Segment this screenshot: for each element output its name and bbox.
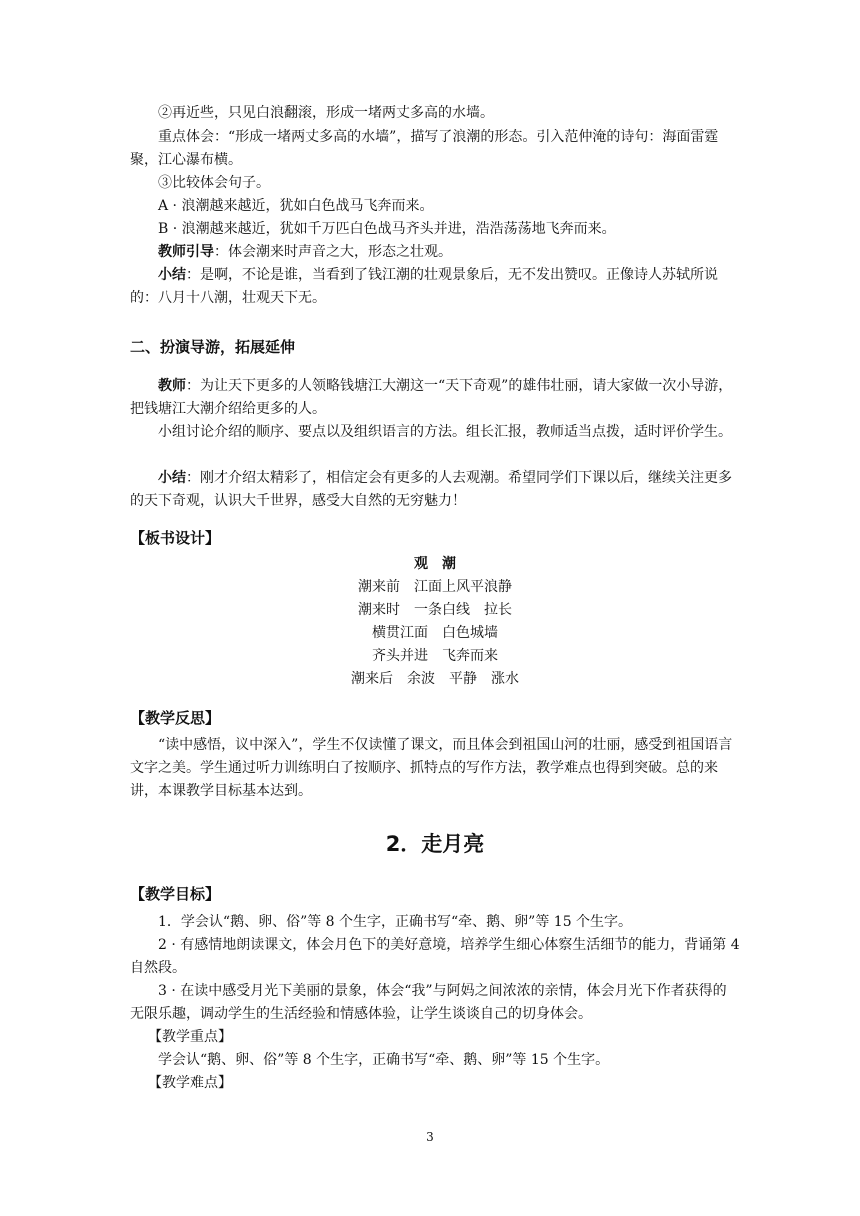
paragraph-teacher-guide <box>158 241 768 263</box>
paragraph-line: A · 浪潮越来越近，犹如白色战马飞奔而来。 <box>158 198 434 214</box>
label: 小结 <box>158 470 186 486</box>
paragraph-key-experience <box>130 126 740 172</box>
goals-heading: 【教学目标】 <box>130 885 221 903</box>
label: 重点体会： <box>158 129 228 145</box>
label: 小结 <box>158 267 186 283</box>
board-row: 潮来后 余波 平静 涨水 <box>351 671 519 687</box>
paragraph-summary-2 <box>130 467 740 513</box>
reflection-paragraph: “读中感悟，议中深入”，学生不仅读懂了课文，而且体会到祖国山河的壮丽，感受到祖国语言文字之美。学生通过听力训练明白了按顺序、抓特点的写作方法，教学难点也得到突破。总的来讲，本课教学目标基本达到。 <box>130 737 733 799</box>
text: ：体会潮来时声音之大，形态之壮观。 <box>214 244 452 260</box>
paragraph-line: ③比较体会句子。 <box>158 175 270 191</box>
reflection-heading: 【教学反思】 <box>130 709 221 727</box>
paragraph-line: B · 浪潮越来越近，犹如千万匹白色战马齐头并进，浩浩荡荡地飞奔而来。 <box>158 221 616 237</box>
paragraph-group-discussion: 小组讨论介绍的顺序、要点以及组织语言的方法。组长汇报，教师适当点拨，适时评价学生。 <box>158 424 732 440</box>
page-number: 3 <box>426 1130 434 1144</box>
goal-item: 2 · 有感情地朗读课文，体会月色下的美好意境，培养学生细心体察生活细节的能力，背诵第 4 自然段。 <box>130 937 740 976</box>
label: 教师引导 <box>158 244 214 260</box>
board-row: 齐头并进 飞奔而来 <box>372 648 498 664</box>
board-row: 潮来前 江面上风平浪静 <box>358 579 512 595</box>
section-heading: 二、扮演导游，拓展延伸 <box>130 338 296 356</box>
board-row: 横贯江面 白色城墙 <box>372 625 498 641</box>
text: ：刚才介绍太精彩了，相信定会有更多的人去观潮。希望同学们下课以后，继续关注更多的天下奇观，认识大千世界，感受大自然的无穷魅力！ <box>130 470 732 509</box>
paragraph-teacher <box>130 375 740 421</box>
board-heading: 【板书设计】 <box>130 529 221 547</box>
lesson-title: 2．走月亮 <box>385 832 485 856</box>
board-row: 潮来时 一条白线 拉长 <box>358 602 512 618</box>
key-points-text: 学会认“鹅、卵、俗”等 8 个生字，正确书写“牵、鹅、卵”等 15 个生字。 <box>158 1052 610 1068</box>
label: 教师 <box>158 378 186 394</box>
paragraph-summary <box>130 264 740 310</box>
board-title: 观 潮 <box>414 556 456 572</box>
text: ：为让天下更多的人领略钱塘江大潮这一“天下奇观”的雄伟壮丽，请大家做一次小导游，把钱塘江大潮介绍给更多的人。 <box>130 378 733 417</box>
text: “形成一堵两丈多高的水墙”，描写了浪潮的形态。引入范仲淹的诗句：海面雷霆聚，江心瀑布横。 <box>130 129 719 168</box>
goal-item: 3 · 在读中感受月光下美丽的景象，体会“我”与阿妈之间浓浓的亲情，体会月光下作者获得的无限乐趣，调动学生的生活经验和情感体验，让学生谈谈自己的切身体会。 <box>130 983 727 1022</box>
paragraph-line: ②再近些，只见白浪翻滚，形成一堵两丈多高的水墙。 <box>158 105 494 121</box>
text: ：是啊，不论是谁，当看到了钱江潮的壮观景象后，无不发出赞叹。正像诗人苏轼所说的：八月十八潮，壮观天下无。 <box>130 267 718 306</box>
difficulty-heading: 【教学难点】 <box>148 1075 232 1091</box>
key-points-heading: 【教学重点】 <box>148 1029 232 1045</box>
goal-item: 1．学会认“鹅、卵、俗”等 8 个生字，正确书写“牵、鹅、卵”等 15 个生字。 <box>158 914 633 930</box>
